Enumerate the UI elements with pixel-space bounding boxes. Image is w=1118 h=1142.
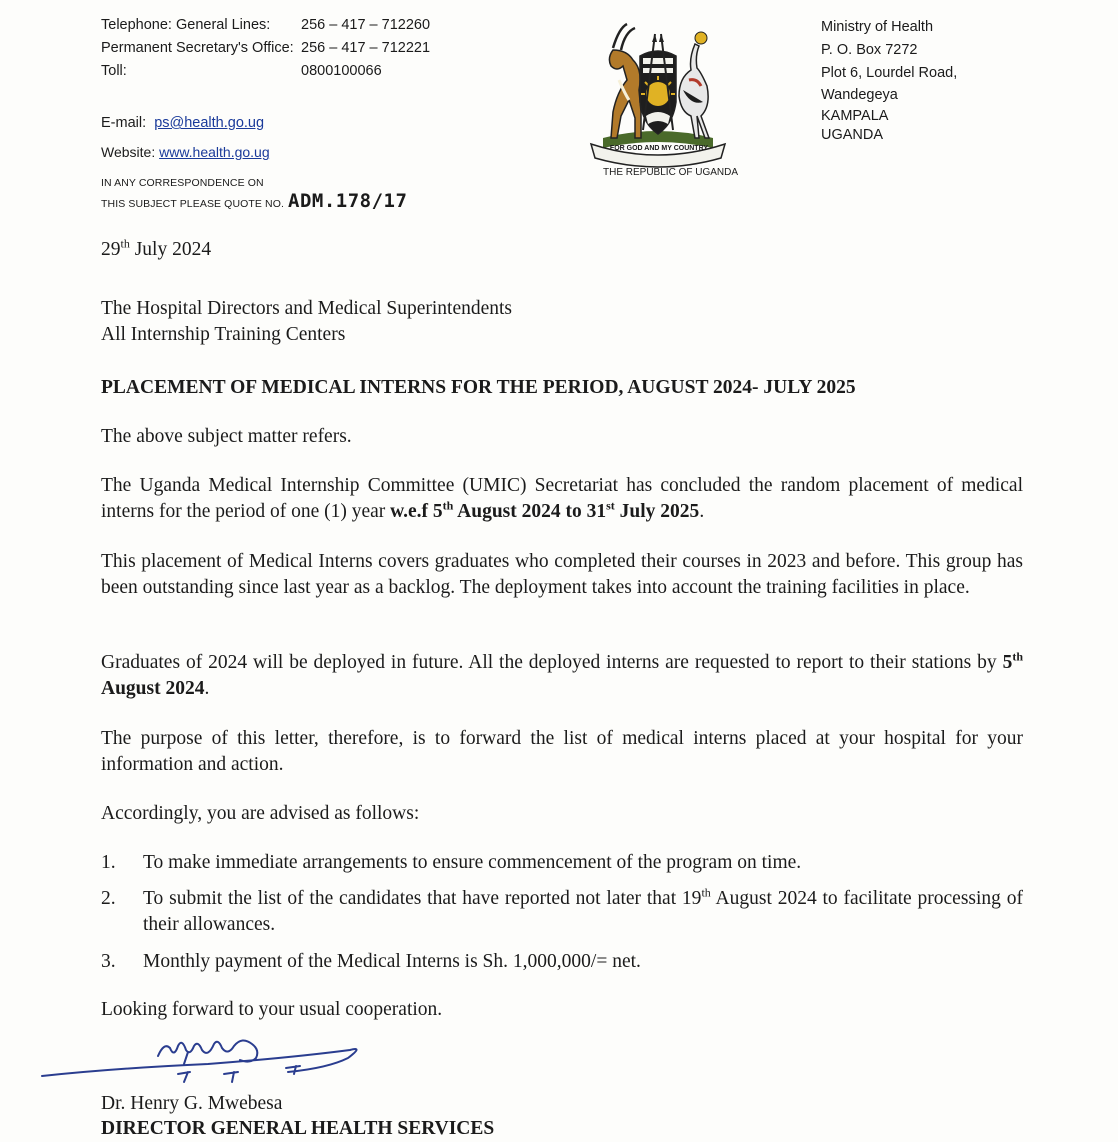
toll-label: Toll: bbox=[101, 63, 127, 79]
date-day: 29 bbox=[101, 239, 121, 260]
p2-bold: August 2024 to 31 bbox=[453, 500, 607, 522]
list-item-number: 2. bbox=[101, 888, 116, 909]
list-item-sup: th bbox=[701, 885, 711, 900]
website-row bbox=[101, 143, 270, 161]
list-item-number: 1. bbox=[101, 852, 116, 873]
address-line: Plot 6, Lourdel Road, bbox=[821, 65, 958, 81]
letter-date bbox=[101, 237, 1023, 263]
p2-bold: w.e.f 5 bbox=[390, 500, 443, 522]
p4-bold: August 2024 bbox=[101, 677, 205, 699]
toll-value: 0800100066 bbox=[301, 63, 382, 79]
date-suffix: th bbox=[120, 236, 130, 251]
recipient-block bbox=[101, 296, 1023, 347]
list-item-text bbox=[143, 886, 1023, 937]
address-line: Wandegeya bbox=[821, 87, 898, 103]
p2-sup: th bbox=[442, 498, 454, 512]
paragraph-1: The above subject matter refers. bbox=[101, 426, 352, 447]
signatory-name: Dr. Henry G. Mwebesa bbox=[101, 1093, 283, 1114]
p4-text: Graduates of 2024 will be deployed in future. All the deployed interns are requested to report to their stations by bbox=[101, 652, 1003, 673]
paragraph-6: Accordingly, you are advised as follows: bbox=[101, 803, 420, 824]
telephone-value: 256 – 417 – 712260 bbox=[301, 17, 431, 33]
signature-icon bbox=[38, 1028, 368, 1088]
email-label: E-mail: bbox=[101, 115, 147, 131]
p2-sup: st bbox=[606, 498, 615, 512]
list-item-text-a: To submit the list of the candidates that have reported not later that 19 bbox=[143, 888, 702, 909]
reference-number: ADM.178/17 bbox=[288, 190, 408, 212]
list-item-text-b: August 2024 to facilitate processing of their allowances. bbox=[143, 888, 1023, 935]
list-item-text: Monthly payment of the Medical Interns is Sh. 1,000,000/= net. bbox=[143, 951, 641, 972]
list-item-text: To make immediate arrangements to ensure commencement of the program on time. bbox=[143, 852, 802, 873]
p2-text: The Uganda Medical Internship Committee (UMIC) Secretariat has concluded the random placement of medical interns for the period of one (1) year bbox=[101, 475, 1023, 522]
letter-subject: PLACEMENT OF MEDICAL INTERNS FOR THE PERIOD, AUGUST 2024- JULY 2025 bbox=[101, 377, 856, 398]
p2-bold: July 2025 bbox=[614, 500, 700, 522]
paragraph-2 bbox=[101, 473, 1023, 524]
address-line: Ministry of Health bbox=[821, 19, 934, 35]
correspondence-line2-row bbox=[101, 190, 407, 215]
paragraph-3: This placement of Medical Interns covers graduates who completed their courses in 2023 and before. This group has been outstanding since last year as a backlog. The deployment takes into account the training facilities in place. bbox=[101, 551, 1023, 598]
correspondence-line2: THIS SUBJECT PLEASE QUOTE NO. bbox=[101, 198, 284, 210]
list-item-number: 3. bbox=[101, 951, 116, 972]
address-line: KAMPALA bbox=[821, 108, 889, 124]
recipient-line: All Internship Training Centers bbox=[101, 323, 346, 345]
address-line: UGANDA bbox=[821, 127, 884, 143]
ps-office-label: Permanent Secretary's Office: bbox=[101, 40, 294, 56]
paragraph-5: The purpose of this letter, therefore, is to forward the list of medical interns placed at your hospital for your information and action. bbox=[101, 728, 1023, 775]
ministry-address bbox=[821, 16, 957, 144]
p4-bold: 5 bbox=[1002, 652, 1013, 673]
closing-line: Looking forward to your usual cooperation. bbox=[101, 999, 443, 1020]
p4-end: . bbox=[204, 677, 210, 699]
email-row bbox=[101, 114, 264, 132]
telephone-label: Telephone: General Lines: bbox=[101, 17, 271, 33]
toll-row bbox=[101, 62, 382, 80]
correspondence-line1: IN ANY CORRESPONDENCE ON bbox=[101, 177, 264, 189]
signatory-title: DIRECTOR GENERAL HEALTH SERVICES bbox=[101, 1118, 495, 1139]
email-link[interactable]: ps@health.go.ug bbox=[154, 115, 265, 131]
paragraph-4 bbox=[101, 650, 1023, 701]
p4-sup: th bbox=[1012, 649, 1023, 664]
ps-office-value: 256 – 417 – 712221 bbox=[301, 40, 431, 56]
website-label: Website: bbox=[101, 144, 156, 160]
telephone-row bbox=[101, 16, 430, 34]
crest-motto: FOR GOD AND MY COUNTRY bbox=[609, 145, 709, 152]
crest-caption: THE REPUBLIC OF UGANDA bbox=[603, 167, 739, 178]
ps-office-row bbox=[101, 39, 430, 57]
recipient-line: The Hospital Directors and Medical Superintendents bbox=[101, 298, 513, 319]
address-line: P. O. Box 7272 bbox=[821, 42, 918, 58]
website-link[interactable]: www.health.go.ug bbox=[159, 144, 270, 160]
date-rest: July 2024 bbox=[129, 239, 212, 260]
p2-end: . bbox=[699, 500, 705, 522]
